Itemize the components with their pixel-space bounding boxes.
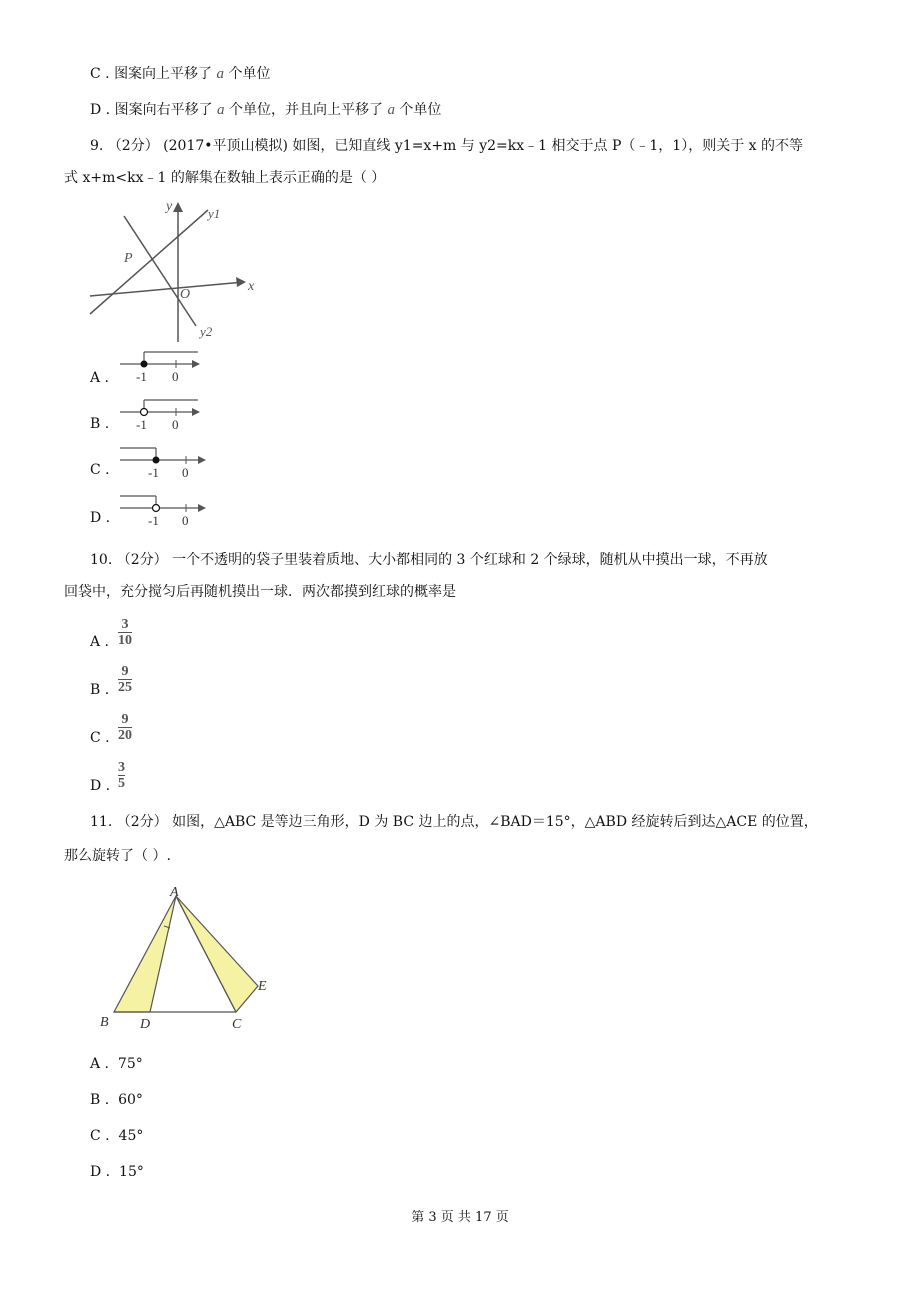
- y-axis-label: y: [166, 199, 173, 214]
- q11-option-b: B . 60°: [90, 1092, 143, 1108]
- q9-stem-line2: 式 x+m<kx﹣1 的解集在数轴上表示正确的是（ ）: [64, 170, 386, 186]
- vertex-c-label: C: [232, 1017, 242, 1032]
- vertex-a-label: A: [170, 885, 179, 900]
- x-axis-arrow: [236, 277, 246, 287]
- svg-text:0: 0: [172, 417, 179, 432]
- page-footer: 第 3 页 共 17 页: [411, 1210, 509, 1225]
- line-y1: [90, 210, 208, 314]
- line-y2: [124, 216, 196, 326]
- triangle-abd: [114, 896, 176, 1012]
- vertex-d-label: D: [140, 1017, 151, 1032]
- q11-option-d: D . 15°: [90, 1164, 144, 1180]
- line-y1-label: y1: [208, 206, 221, 221]
- q10-option-a-label: A .: [90, 634, 110, 650]
- q11-stem-line1: 11. （2分） 如图，△ABC 是等边三角形，D 为 BC 边上的点，∠BAD＝15°，△ABD 经旋转后到达△ACE 的位置，: [90, 814, 818, 830]
- q8-option-c: C . 图案向上平移了 a 个单位: [90, 66, 271, 82]
- q9-stem-line1: 9. （2分） (2017•平顶山模拟) 如图，已知直线 y1=x+m 与 y2=kx﹣1 相交于点 P（﹣1，1），则关于 x 的不等: [90, 138, 803, 154]
- y-axis-arrow: [173, 202, 183, 212]
- q11-triangle-figure: [96, 884, 280, 1034]
- q11-option-a: A . 75°: [90, 1056, 143, 1072]
- svg-text:-1: -1: [136, 417, 147, 432]
- q9-option-b-numberline: [116, 398, 206, 432]
- q9-option-d-label: D .: [90, 510, 111, 526]
- svg-text:0: 0: [182, 465, 189, 480]
- triangle-ace: [176, 896, 258, 1012]
- svg-text:-1: -1: [136, 369, 147, 384]
- vertex-b-label: B: [100, 1015, 109, 1030]
- q9-option-a-label: A .: [90, 370, 110, 386]
- q9-graph: [86, 196, 266, 346]
- q9-option-d-numberline: [116, 494, 212, 528]
- q9-option-c-numberline: [116, 446, 212, 480]
- q10-option-d-fraction: 3 5: [118, 760, 125, 791]
- q10-option-a-fraction: 3 10: [118, 617, 132, 648]
- q10-stem-line1: 10. （2分） 一个不透明的袋子里装着质地、大小都相同的 3 个红球和 2 个绿球，随机从中摸出一球，不再放: [90, 552, 768, 568]
- q9-option-a-numberline: [116, 350, 206, 384]
- q11-option-c: C . 45°: [90, 1128, 144, 1144]
- q10-option-b-label: B .: [90, 682, 110, 698]
- line-y2-label: y2: [200, 324, 213, 339]
- q11-stem-line2: 那么旋转了（ ）.: [64, 848, 171, 864]
- point-p-label: P: [124, 251, 133, 266]
- q10-option-c-label: C .: [90, 730, 110, 746]
- svg-text:0: 0: [182, 513, 189, 528]
- svg-text:0: 0: [172, 369, 179, 384]
- q9-option-c-label: C .: [90, 462, 110, 478]
- q9-option-b-label: B .: [90, 416, 110, 432]
- svg-text:-1: -1: [148, 465, 159, 480]
- q10-stem-line2: 回袋中，充分搅匀后再随机摸出一球．两次都摸到红球的概率是: [64, 584, 456, 600]
- q8-option-d: D . 图案向右平移了 a 个单位，并且向上平移了 a 个单位: [90, 102, 442, 118]
- vertex-e-label: E: [258, 979, 267, 994]
- q10-option-d-label: D .: [90, 778, 111, 794]
- svg-text:-1: -1: [148, 513, 159, 528]
- q10-option-b-fraction: 9 25: [118, 664, 132, 695]
- origin-label: O: [180, 287, 191, 302]
- q10-option-c-fraction: 9 20: [118, 712, 132, 743]
- x-axis-label: x: [248, 279, 255, 294]
